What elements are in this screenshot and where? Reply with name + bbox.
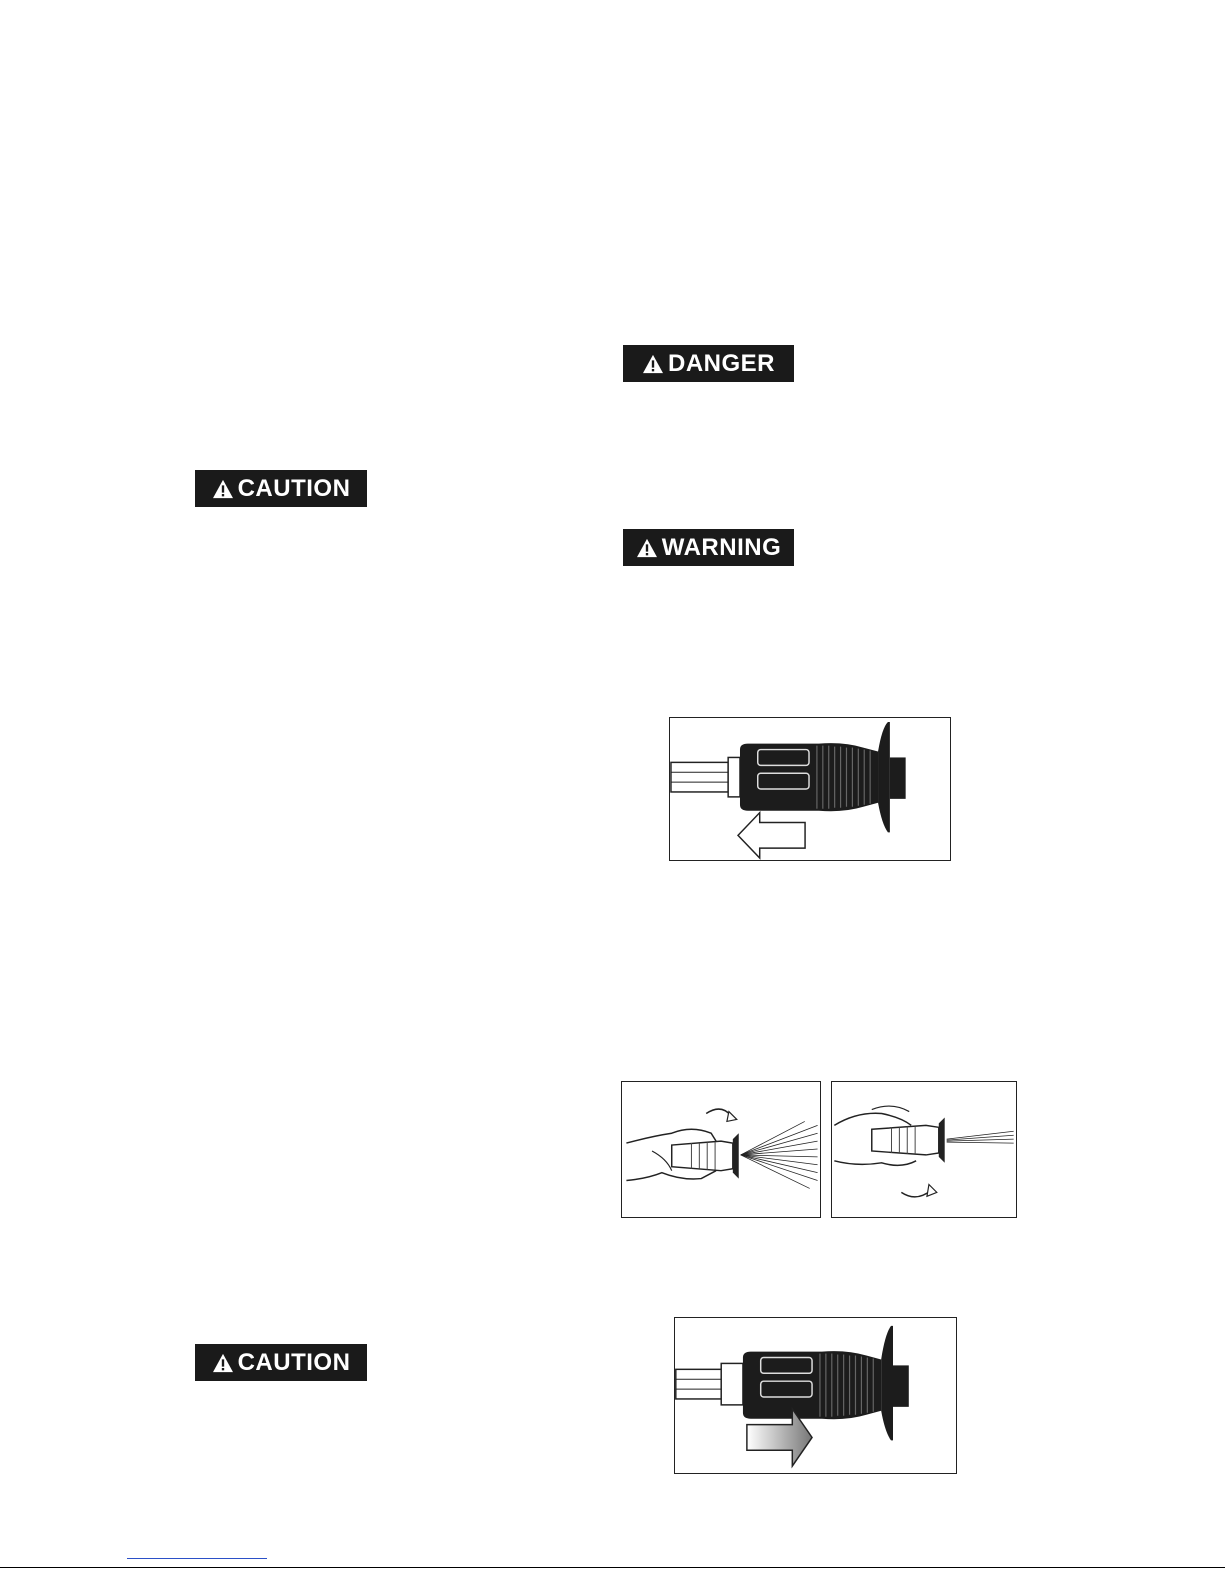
- danger-label: [623, 345, 794, 382]
- wide-spray-figure: [621, 1081, 821, 1218]
- nozzle-figure-arrow-right: [674, 1317, 957, 1474]
- danger-label-text: DANGER: [667, 349, 775, 377]
- warning-triangle-icon: [212, 1353, 234, 1373]
- warning-label: [623, 529, 794, 566]
- narrow-stream-illustration: [832, 1082, 1016, 1217]
- warning-triangle-icon: [636, 538, 658, 558]
- footer-rule: [0, 1567, 1225, 1568]
- warning-triangle-icon: [212, 479, 234, 499]
- nozzle-figure-arrow-left: [669, 717, 951, 861]
- caution-label-top: [195, 470, 367, 507]
- caution-label-bottom: [195, 1344, 367, 1381]
- wide-spray-illustration: [622, 1082, 820, 1217]
- narrow-stream-figure: [831, 1081, 1017, 1218]
- caution-label-bottom-text: CAUTION: [237, 1348, 351, 1376]
- caution-label-top-text: CAUTION: [237, 474, 351, 502]
- spray-nozzle-illustration: [675, 1318, 956, 1473]
- warning-triangle-icon: [642, 354, 664, 374]
- link-underline: [127, 1558, 267, 1559]
- spray-nozzle-illustration: [670, 718, 950, 860]
- warning-label-text: WARNING: [661, 533, 782, 561]
